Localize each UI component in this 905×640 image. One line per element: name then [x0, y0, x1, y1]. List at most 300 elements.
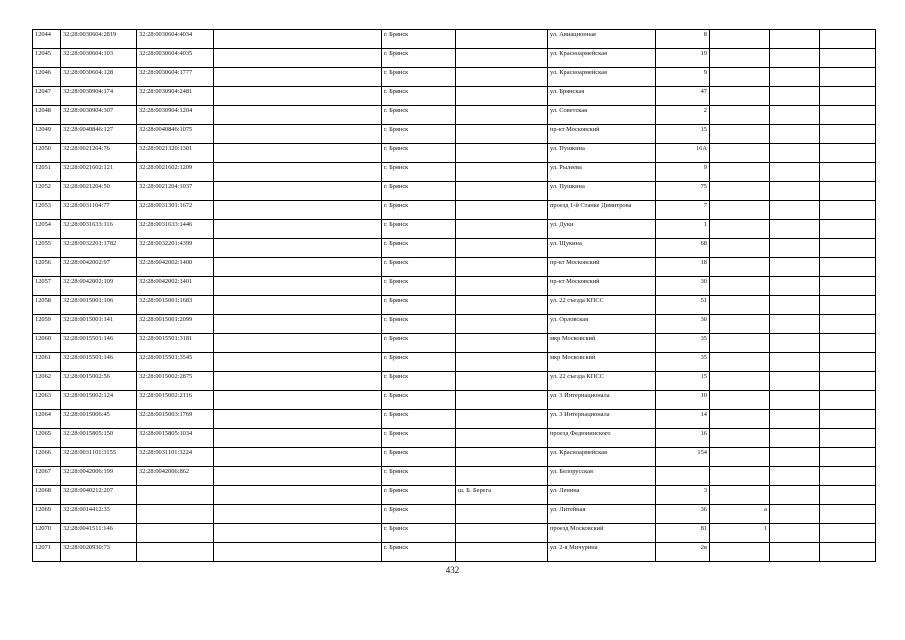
land-cadastral-number-cell: 32:28:0031633:116 [61, 220, 137, 239]
city-cell: г. Брянск [382, 467, 456, 486]
land-cadastral-number-cell: 32:28:0020930:73 [61, 543, 137, 562]
blank-cell [214, 106, 382, 125]
building-letter-cell: 1 [710, 524, 770, 543]
district-cell [456, 448, 548, 467]
land-cadastral-number-cell: 32:28:0040846:127 [61, 125, 137, 144]
house-number-cell: 7 [656, 201, 710, 220]
record-number-cell: 12070 [33, 524, 61, 543]
extra-cell [770, 524, 820, 543]
table-row [33, 486, 876, 505]
street-cell: проезд 1-й Станке Димитрова [548, 201, 656, 220]
district-cell [456, 239, 548, 258]
extra-cell-2 [820, 182, 876, 201]
blank-cell [214, 353, 382, 372]
record-number-cell: 12049 [33, 125, 61, 144]
record-number-cell: 12052 [33, 182, 61, 201]
table-row [33, 505, 876, 524]
record-number-cell: 12068 [33, 486, 61, 505]
city-cell: г. Брянск [382, 163, 456, 182]
extra-cell [770, 467, 820, 486]
street-cell: пр-кт Московский [548, 277, 656, 296]
extra-cell-2 [820, 296, 876, 315]
street-cell: ул. Орловская [548, 315, 656, 334]
blank-cell [214, 315, 382, 334]
blank-cell [214, 429, 382, 448]
district-cell [456, 258, 548, 277]
record-number-cell: 12065 [33, 429, 61, 448]
district-cell [456, 429, 548, 448]
city-cell: г. Брянск [382, 125, 456, 144]
building-letter-cell [710, 467, 770, 486]
street-cell: ул. Пушкина [548, 182, 656, 201]
land-cadastral-number-cell: 32:28:0042006:199 [61, 467, 137, 486]
house-number-cell: 30 [656, 315, 710, 334]
street-cell: мкр Московский [548, 353, 656, 372]
district-cell: ш. Б. Берега [456, 486, 548, 505]
record-number-cell: 12048 [33, 106, 61, 125]
extra-cell [770, 144, 820, 163]
land-cadastral-number-cell: 32:28:0015002:124 [61, 391, 137, 410]
blank-cell [214, 182, 382, 201]
city-cell: г. Брянск [382, 201, 456, 220]
record-number-cell: 12060 [33, 334, 61, 353]
land-cadastral-number-cell: 32:28:0021204:50 [61, 182, 137, 201]
building-cadastral-number-cell [137, 524, 214, 543]
city-cell: г. Брянск [382, 486, 456, 505]
house-number-cell: 9 [656, 68, 710, 87]
house-number-cell: 15 [656, 125, 710, 144]
building-letter-cell [710, 448, 770, 467]
table-row [33, 125, 876, 144]
building-cadastral-number-cell: 32:28:0031633:1446 [137, 220, 214, 239]
building-cadastral-number-cell: 32:28:0021320:1301 [137, 144, 214, 163]
district-cell [456, 87, 548, 106]
blank-cell [214, 486, 382, 505]
blank-cell [214, 68, 382, 87]
extra-cell [770, 486, 820, 505]
street-cell: ул. Авиационная [548, 30, 656, 49]
record-number-cell: 12051 [33, 163, 61, 182]
house-number-cell: 36 [656, 505, 710, 524]
district-cell [456, 144, 548, 163]
land-cadastral-number-cell: 32:28:0015501:146 [61, 353, 137, 372]
house-number-cell: 2 [656, 106, 710, 125]
record-number-cell: 12064 [33, 410, 61, 429]
table-row [33, 296, 876, 315]
record-number-cell: 12046 [33, 68, 61, 87]
city-cell: г. Брянск [382, 106, 456, 125]
city-cell: г. Брянск [382, 505, 456, 524]
extra-cell [770, 239, 820, 258]
building-cadastral-number-cell: 32:28:0040846:1075 [137, 125, 214, 144]
street-cell: ул. Советская [548, 106, 656, 125]
house-number-cell: 75 [656, 182, 710, 201]
city-cell: г. Брянск [382, 258, 456, 277]
table-row [33, 524, 876, 543]
table-row [33, 353, 876, 372]
record-number-cell: 12067 [33, 467, 61, 486]
table-row [33, 315, 876, 334]
house-number-cell: 81 [656, 524, 710, 543]
district-cell [456, 201, 548, 220]
table-row [33, 201, 876, 220]
district-cell [456, 334, 548, 353]
city-cell: г. Брянск [382, 144, 456, 163]
blank-cell [214, 258, 382, 277]
blank-cell [214, 467, 382, 486]
table-row [33, 410, 876, 429]
extra-cell [770, 163, 820, 182]
extra-cell [770, 30, 820, 49]
record-number-cell: 12054 [33, 220, 61, 239]
blank-cell [214, 334, 382, 353]
land-cadastral-number-cell: 32:28:0015002:56 [61, 372, 137, 391]
city-cell: г. Брянск [382, 391, 456, 410]
building-letter-cell [710, 486, 770, 505]
record-number-cell: 12061 [33, 353, 61, 372]
building-cadastral-number-cell: 32:28:0015001:2099 [137, 315, 214, 334]
building-letter-cell [710, 30, 770, 49]
table-row [33, 49, 876, 68]
record-number-cell: 12056 [33, 258, 61, 277]
building-letter-cell [710, 49, 770, 68]
extra-cell [770, 296, 820, 315]
district-cell [456, 410, 548, 429]
extra-cell-2 [820, 315, 876, 334]
district-cell [456, 372, 548, 391]
extra-cell-2 [820, 277, 876, 296]
house-number-cell: 35 [656, 334, 710, 353]
extra-cell-2 [820, 334, 876, 353]
table-row [33, 277, 876, 296]
building-cadastral-number-cell: 32:28:0031101:3224 [137, 448, 214, 467]
building-cadastral-number-cell: 32:28:0042002:1400 [137, 258, 214, 277]
street-cell: ул. Белорусская [548, 467, 656, 486]
building-cadastral-number-cell: 32:28:0042006:862 [137, 467, 214, 486]
building-letter-cell [710, 391, 770, 410]
extra-cell-2 [820, 68, 876, 87]
extra-cell-2 [820, 372, 876, 391]
house-number-cell: 30 [656, 277, 710, 296]
land-cadastral-number-cell: 32:28:0031101:3155 [61, 448, 137, 467]
building-cadastral-number-cell: 32:28:0030604:1777 [137, 68, 214, 87]
street-cell: ул. Литейная [548, 505, 656, 524]
table-row [33, 391, 876, 410]
building-cadastral-number-cell: 32:28:0015501:3181 [137, 334, 214, 353]
building-letter-cell: а [710, 505, 770, 524]
table-row [33, 220, 876, 239]
street-cell: ул. 3 Интернационала [548, 410, 656, 429]
street-cell: пр-кт Московский [548, 125, 656, 144]
street-cell: проезд Федюнинского [548, 429, 656, 448]
land-cadastral-number-cell: 32:28:0021204:76 [61, 144, 137, 163]
district-cell [456, 49, 548, 68]
table-row [33, 467, 876, 486]
building-letter-cell [710, 87, 770, 106]
extra-cell [770, 182, 820, 201]
building-cadastral-number-cell [137, 543, 214, 562]
extra-cell [770, 220, 820, 239]
extra-cell-2 [820, 49, 876, 68]
building-cadastral-number-cell: 32:28:0031301:1672 [137, 201, 214, 220]
building-letter-cell [710, 220, 770, 239]
city-cell: г. Брянск [382, 220, 456, 239]
blank-cell [214, 49, 382, 68]
city-cell: г. Брянск [382, 448, 456, 467]
building-letter-cell [710, 372, 770, 391]
record-number-cell: 12047 [33, 87, 61, 106]
building-letter-cell [710, 182, 770, 201]
blank-cell [214, 410, 382, 429]
extra-cell-2 [820, 163, 876, 182]
land-cadastral-number-cell: 32:28:0030604:2819 [61, 30, 137, 49]
extra-cell-2 [820, 505, 876, 524]
extra-cell [770, 277, 820, 296]
house-number-cell: 16А [656, 144, 710, 163]
building-cadastral-number-cell: 32:28:0042002:1401 [137, 277, 214, 296]
extra-cell-2 [820, 353, 876, 372]
extra-cell [770, 49, 820, 68]
building-letter-cell [710, 410, 770, 429]
district-cell [456, 315, 548, 334]
house-number-cell: 14 [656, 410, 710, 429]
building-letter-cell [710, 239, 770, 258]
street-cell: ул. 22 съезда КПСС [548, 372, 656, 391]
street-cell: ул. Брянская [548, 87, 656, 106]
blank-cell [214, 87, 382, 106]
building-cadastral-number-cell: 32:28:0030904:2481 [137, 87, 214, 106]
building-letter-cell [710, 125, 770, 144]
building-cadastral-number-cell [137, 505, 214, 524]
district-cell [456, 391, 548, 410]
extra-cell [770, 353, 820, 372]
building-letter-cell [710, 277, 770, 296]
extra-cell [770, 505, 820, 524]
street-cell: ул. 2-я Мичурина [548, 543, 656, 562]
table-row [33, 30, 876, 49]
blank-cell [214, 144, 382, 163]
land-cadastral-number-cell: 32:28:0030604:103 [61, 49, 137, 68]
house-number-cell: 68 [656, 239, 710, 258]
extra-cell [770, 315, 820, 334]
extra-cell [770, 87, 820, 106]
table-row [33, 144, 876, 163]
table-row [33, 163, 876, 182]
building-cadastral-number-cell: 32:28:0032201:4399 [137, 239, 214, 258]
table-row [33, 334, 876, 353]
district-cell [456, 505, 548, 524]
extra-cell-2 [820, 543, 876, 562]
blank-cell [214, 163, 382, 182]
record-number-cell: 12071 [33, 543, 61, 562]
register-table [32, 29, 876, 562]
land-cadastral-number-cell: 32:28:0042002:109 [61, 277, 137, 296]
extra-cell [770, 448, 820, 467]
extra-cell-2 [820, 429, 876, 448]
city-cell: г. Брянск [382, 68, 456, 87]
house-number-cell [656, 467, 710, 486]
record-number-cell: 12053 [33, 201, 61, 220]
blank-cell [214, 543, 382, 562]
record-number-cell: 12059 [33, 315, 61, 334]
record-number-cell: 12045 [33, 49, 61, 68]
street-cell: ул. Дуки [548, 220, 656, 239]
building-cadastral-number-cell: 32:28:0030604:4034 [137, 30, 214, 49]
building-cadastral-number-cell: 32:28:0021602:1209 [137, 163, 214, 182]
house-number-cell: 15 [656, 372, 710, 391]
blank-cell [214, 372, 382, 391]
extra-cell-2 [820, 144, 876, 163]
city-cell: г. Брянск [382, 372, 456, 391]
table-row [33, 182, 876, 201]
building-cadastral-number-cell: 32:28:0015501:3545 [137, 353, 214, 372]
city-cell: г. Брянск [382, 353, 456, 372]
extra-cell-2 [820, 220, 876, 239]
city-cell: г. Брянск [382, 87, 456, 106]
extra-cell-2 [820, 391, 876, 410]
building-cadastral-number-cell: 32:28:0015003:1769 [137, 410, 214, 429]
district-cell [456, 277, 548, 296]
blank-cell [214, 524, 382, 543]
land-cadastral-number-cell: 32:28:0015805:150 [61, 429, 137, 448]
street-cell: ул. Рылеева [548, 163, 656, 182]
land-cadastral-number-cell: 32:28:0015006:45 [61, 410, 137, 429]
building-cadastral-number-cell: 32:28:0015002:2875 [137, 372, 214, 391]
table-row [33, 68, 876, 87]
land-cadastral-number-cell: 32:28:0040212:207 [61, 486, 137, 505]
district-cell [456, 182, 548, 201]
building-cadastral-number-cell: 32:28:0030904:1204 [137, 106, 214, 125]
record-number-cell: 12050 [33, 144, 61, 163]
extra-cell-2 [820, 524, 876, 543]
street-cell: ул. Щукина [548, 239, 656, 258]
blank-cell [214, 505, 382, 524]
extra-cell-2 [820, 486, 876, 505]
blank-cell [214, 201, 382, 220]
district-cell [456, 220, 548, 239]
building-cadastral-number-cell: 32:28:0021204:1037 [137, 182, 214, 201]
district-cell [456, 467, 548, 486]
street-cell: ул. Красноармейская [548, 448, 656, 467]
register-table-body [33, 30, 876, 562]
city-cell: г. Брянск [382, 429, 456, 448]
district-cell [456, 296, 548, 315]
house-number-cell: 35 [656, 353, 710, 372]
extra-cell-2 [820, 125, 876, 144]
building-cadastral-number-cell: 32:28:0015001:1683 [137, 296, 214, 315]
extra-cell-2 [820, 410, 876, 429]
blank-cell [214, 220, 382, 239]
district-cell [456, 68, 548, 87]
land-cadastral-number-cell: 32:28:0014412:33 [61, 505, 137, 524]
building-cadastral-number-cell: 32:28:0030604:4035 [137, 49, 214, 68]
city-cell: г. Брянск [382, 30, 456, 49]
blank-cell [214, 30, 382, 49]
land-cadastral-number-cell: 32:28:0015001:106 [61, 296, 137, 315]
blank-cell [214, 448, 382, 467]
extra-cell-2 [820, 239, 876, 258]
extra-cell [770, 391, 820, 410]
city-cell: г. Брянск [382, 182, 456, 201]
extra-cell-2 [820, 201, 876, 220]
building-letter-cell [710, 334, 770, 353]
extra-cell [770, 125, 820, 144]
building-letter-cell [710, 429, 770, 448]
building-letter-cell [710, 144, 770, 163]
extra-cell-2 [820, 30, 876, 49]
building-letter-cell [710, 68, 770, 87]
table-row [33, 239, 876, 258]
land-cadastral-number-cell: 32:28:0015501:146 [61, 334, 137, 353]
extra-cell-2 [820, 87, 876, 106]
extra-cell-2 [820, 258, 876, 277]
city-cell: г. Брянск [382, 334, 456, 353]
district-cell [456, 524, 548, 543]
table-row [33, 372, 876, 391]
land-cadastral-number-cell: 32:28:0032201:1782 [61, 239, 137, 258]
street-cell: мкр Московский [548, 334, 656, 353]
district-cell [456, 543, 548, 562]
house-number-cell: 51 [656, 296, 710, 315]
record-number-cell: 12044 [33, 30, 61, 49]
street-cell: ул. 22 съезда КПСС [548, 296, 656, 315]
land-cadastral-number-cell: 32:28:0030604:128 [61, 68, 137, 87]
building-cadastral-number-cell [137, 486, 214, 505]
house-number-cell: 1 [656, 220, 710, 239]
extra-cell [770, 106, 820, 125]
city-cell: г. Брянск [382, 524, 456, 543]
blank-cell [214, 391, 382, 410]
street-cell: ул. 3 Интернационала [548, 391, 656, 410]
land-cadastral-number-cell: 32:28:0021602:121 [61, 163, 137, 182]
district-cell [456, 30, 548, 49]
land-cadastral-number-cell: 32:28:0030904:174 [61, 87, 137, 106]
extra-cell [770, 410, 820, 429]
extra-cell [770, 543, 820, 562]
building-letter-cell [710, 353, 770, 372]
building-letter-cell [710, 163, 770, 182]
extra-cell [770, 429, 820, 448]
street-cell: ул. Пушкина [548, 144, 656, 163]
house-number-cell: 3 [656, 486, 710, 505]
blank-cell [214, 277, 382, 296]
street-cell: ул. Красноармейская [548, 49, 656, 68]
extra-cell [770, 258, 820, 277]
street-cell: пр-кт Московский [548, 258, 656, 277]
house-number-cell: 18 [656, 258, 710, 277]
building-letter-cell [710, 315, 770, 334]
blank-cell [214, 125, 382, 144]
table-row [33, 87, 876, 106]
land-cadastral-number-cell: 32:28:0031104:77 [61, 201, 137, 220]
house-number-cell: 8 [656, 30, 710, 49]
record-number-cell: 12069 [33, 505, 61, 524]
table-row [33, 106, 876, 125]
district-cell [456, 163, 548, 182]
land-cadastral-number-cell: 32:28:0041511:146 [61, 524, 137, 543]
district-cell [456, 106, 548, 125]
extra-cell [770, 372, 820, 391]
record-number-cell: 12058 [33, 296, 61, 315]
city-cell: г. Брянск [382, 543, 456, 562]
extra-cell-2 [820, 467, 876, 486]
table-row [33, 429, 876, 448]
house-number-cell: 16 [656, 429, 710, 448]
house-number-cell: 19 [656, 49, 710, 68]
page-number: 432 [445, 565, 460, 575]
building-letter-cell [710, 201, 770, 220]
house-number-cell: 10 [656, 391, 710, 410]
